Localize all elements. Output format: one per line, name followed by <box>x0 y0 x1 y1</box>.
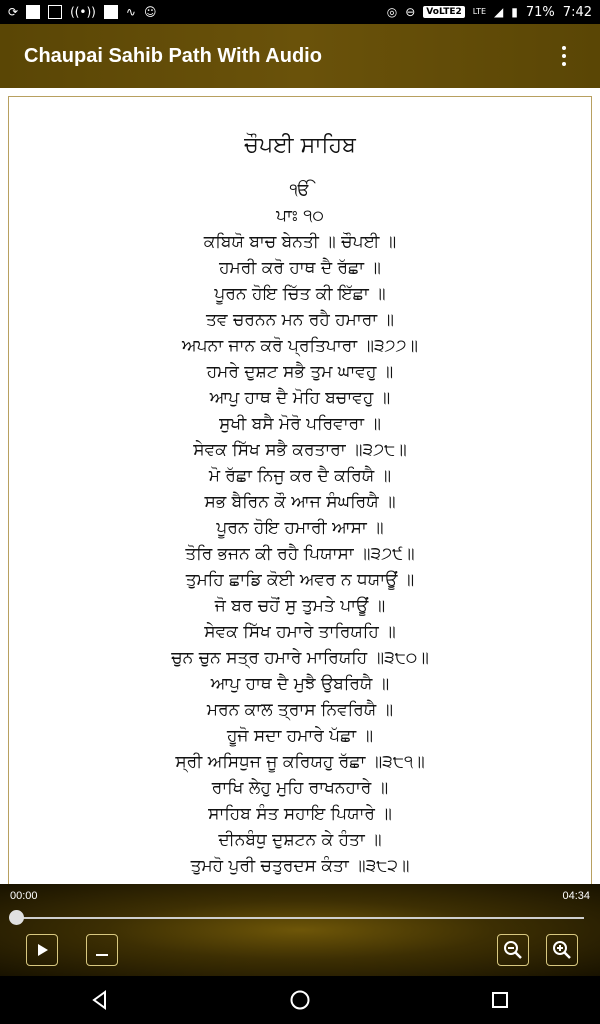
verse-line: ਪਾਃ ੧੦ <box>276 206 324 226</box>
seek-bar[interactable] <box>16 917 584 919</box>
zoom-in-button[interactable] <box>546 934 578 966</box>
zoom-out-button[interactable] <box>497 934 529 966</box>
verse-line: ਮਰਨ ਕਾਲ ਤ੍ਰਾਸ ਨਿਵਰਿਯੈ ॥ <box>206 700 394 720</box>
verse-line: ਹੂਜੋ ਸਦਾ ਹਮਾਰੇ ਪੱਛਾ ॥ <box>226 726 374 746</box>
lte-label: LTE <box>472 7 487 16</box>
verse-line: ਰਾਖਿ ਲੇਹੁ ਮੁਹਿ ਰਾਖਨਹਾਰੇ ॥ <box>211 778 389 798</box>
system-nav-bar <box>0 976 600 1024</box>
menu-dot <box>562 62 566 66</box>
status-bar <box>0 0 600 24</box>
battery-icon: ▮ <box>511 5 518 19</box>
volte-badge: VoLTE2 <box>423 6 464 18</box>
image-icon <box>48 5 62 19</box>
back-icon <box>90 990 110 1010</box>
verse-line: ਦੀਨਬੰਧੁ ਦੁਸ਼ਟਨ ਕੇ ਹੰਤਾ ॥ <box>218 830 382 850</box>
back-button[interactable] <box>70 980 130 1020</box>
verse-line: ਸਾਹਿਬ ਸੰਤ ਸਹਾਇ ਪਿਯਾਰੇ ॥ <box>208 804 392 824</box>
verse-list <box>9 177 591 879</box>
verse-line: ਆਪੁ ਹਾਥ ਦੈ ਮੁਝੈ ਉਬਰਿਯੈ ॥ <box>210 674 390 694</box>
verse-line: ਸੇਵਕ ਸਿੱਖ ਸਭੈ ਕਰਤਾਰਾ ॥੩੭੮॥ <box>193 440 407 460</box>
verse-line: ਹਮਰੇ ਦੁਸ਼ਟ ਸਭੈ ਤੁਮ ਘਾਵਹੁ ॥ <box>206 362 394 382</box>
clock: 7:42 <box>562 4 592 20</box>
verse-line: ਤੁਮਹਿ ਛਾਡਿ ਕੋਈ ਅਵਰ ਨ ਧਯਾਊਂ ॥ <box>185 570 415 590</box>
verse-line: ਕਬਿਯੋ ਬਾਚ ਬੇਨਤੀ ॥ ਚੌਪਈ ॥ <box>203 232 397 252</box>
signal-icon: ◢ <box>494 5 504 19</box>
current-time: 00:00 <box>10 890 38 902</box>
verse-line: ਸੇਵਕ ਸਿੱਖ ਹਮਾਰੇ ਤਾਰਿਯਹਿ ॥ <box>204 622 396 642</box>
verse-line: ਹਮਰੀ ਕਰੋ ਹਾਥ ਦੈ ਰੱਛਾ ॥ <box>219 258 381 278</box>
verse-line: ਸ੍ਰੀ ਅਸਿਧੁਜ ਜੂ ਕਰਿਯਹੁ ਰੱਛਾ ॥੩੮੧॥ <box>175 752 425 772</box>
sync-icon: ⟳ <box>8 5 19 19</box>
do-not-disturb-icon: ⊖ <box>405 5 416 19</box>
hotspot-status-icon: ◎ <box>386 5 398 19</box>
home-button[interactable] <box>270 980 330 1020</box>
battery-percent: 71% <box>525 4 555 20</box>
minimize-button[interactable] <box>86 934 118 966</box>
menu-dot <box>562 54 566 58</box>
home-icon <box>289 989 311 1011</box>
verse-line: ਤੋਰਿ ਭਜਨ ਕੀ ਰਹੈ ਪਿਯਾਸਾ ॥੩੭੯॥ <box>185 544 415 564</box>
app-bar <box>0 24 600 88</box>
verse-line: ਪੂਰਨ ਹੋਇ ਚਿੱਤ ਕੀ ਇੱਛਾ ॥ <box>214 284 386 304</box>
minimize-icon <box>94 942 110 958</box>
total-time: 04:34 <box>562 890 590 902</box>
verse-line: ਆਪੁ ਹਾਥ ਦੈ ਮੋਹਿ ਬਚਾਵਹੁ ॥ <box>209 388 391 408</box>
zoom-in-icon <box>552 940 572 960</box>
seek-thumb[interactable] <box>9 910 24 925</box>
audio-player <box>0 884 600 976</box>
verse-line: ਅਪਨਾ ਜਾਨ ਕਰੋ ਪ੍ਰਤਿਪਾਰਾ ॥੩੭੭॥ <box>182 336 418 356</box>
android-icon: ☺ <box>143 5 157 19</box>
status-bar-left <box>8 5 156 19</box>
content-area[interactable] <box>0 88 600 884</box>
verse-line: ਮੋ ਰੱਛਾ ਨਿਜੁ ਕਰ ਦੈ ਕਰਿਯੈ ॥ <box>208 466 392 486</box>
status-bar-right <box>387 5 592 20</box>
play-button[interactable] <box>26 934 58 966</box>
verse-line: ਪੂਰਨ ਹੋਇ ਹਮਾਰੀ ਆਸਾ ॥ <box>216 518 384 538</box>
verse-line: ਸਭ ਬੈਰਿਨ ਕੌ ਆਜ ਸੰਘਰਿਯੈ ॥ <box>204 492 396 512</box>
notification-icon-2 <box>104 5 118 19</box>
hotspot-icon: ((•)) <box>70 5 96 19</box>
recents-button[interactable] <box>470 980 530 1020</box>
verse-line: ਸੁਖੀ ਬਸੈ ਮੋਰੋ ਪਰਿਵਾਰਾ ॥ <box>219 414 381 434</box>
more-vert-icon[interactable] <box>552 36 576 76</box>
notification-icon <box>26 5 40 19</box>
zoom-out-icon <box>503 940 523 960</box>
verse-line: ਤਵ ਚਰਨਨ ਮਨ ਰਹੈ ਹਮਾਰਾ ॥ <box>206 310 394 330</box>
verse-line: ਤੁਮਹੋ ਪੁਰੀ ਚਤੁਰਦਸ ਕੰਤਾ ॥੩੮੨॥ <box>190 856 410 876</box>
verse-line: ੴ <box>289 180 311 200</box>
recents-icon <box>491 991 509 1009</box>
text-panel <box>8 96 592 884</box>
menu-dot <box>562 46 566 50</box>
app-title: Chaupai Sahib Path With Audio <box>24 44 322 67</box>
play-icon <box>35 943 49 957</box>
app-notification-icon: ∿ <box>125 5 136 19</box>
verse-line: ਚੁਨ ਚੁਨ ਸਤ੍ਰ ਹਮਾਰੇ ਮਾਰਿਯਹਿ ॥੩੮੦॥ <box>171 648 429 668</box>
verse-line: ਜੋ ਬਰ ਚਹੋਂ ਸੁ ਤੁਮਤੇ ਪਾਊਂ ॥ <box>214 596 386 616</box>
page-title: ਚੌਪਈ ਸਾਹਿਬ <box>244 133 356 158</box>
